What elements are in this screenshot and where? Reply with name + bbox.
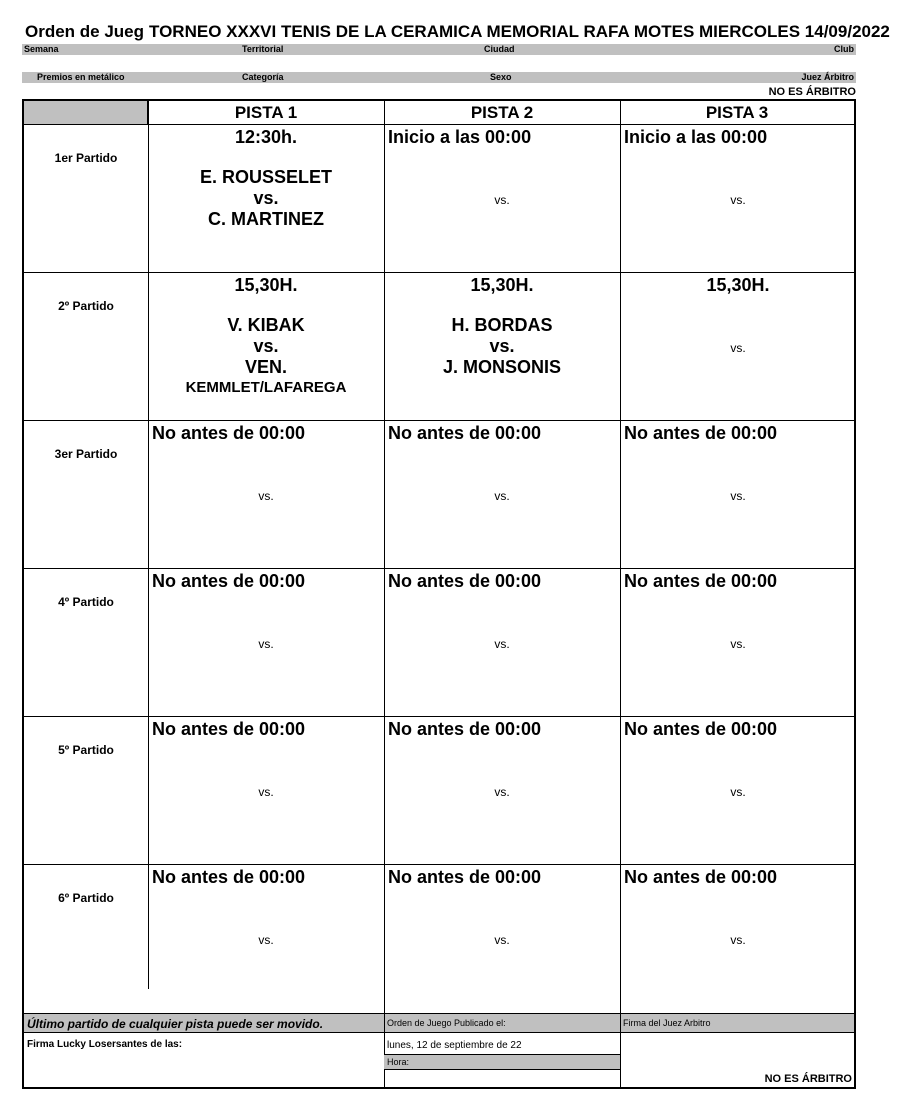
match-time: No antes de 00:00: [388, 719, 542, 739]
hora-band: [384, 1055, 620, 1069]
row-label-5: 5º Partido: [58, 743, 114, 757]
published-label: Orden de Juego Publicado el:: [387, 1018, 506, 1028]
match-cell: [384, 717, 620, 864]
categoria-label: Categoría: [242, 72, 284, 82]
tournament-title: TORNEO XXXVI TENIS DE LA CERAMICA MEMORIAL RAFA MOTES MIERCOLES 14/09/2022: [149, 22, 890, 41]
vs-label: vs.: [258, 637, 274, 651]
info-row-1: [22, 44, 856, 55]
match-cell: [384, 421, 620, 568]
match-players: [148, 315, 384, 398]
match-time: 15,30H.: [234, 275, 298, 295]
vs-label: vs.: [258, 933, 274, 947]
match-time: 12:30h.: [234, 127, 298, 147]
divider: [620, 1013, 621, 1087]
vs-label: vs.: [253, 336, 279, 356]
player-1: V. KIBAK: [227, 315, 305, 335]
player-1: H. BORDAS: [451, 315, 553, 335]
row-label-4: 4º Partido: [58, 595, 114, 609]
match-cell: [148, 273, 384, 420]
vs-label: vs.: [494, 489, 510, 503]
match-cell: [384, 569, 620, 716]
vs-label: vs.: [730, 637, 746, 651]
vs-label: vs.: [253, 188, 279, 208]
match-time: No antes de 00:00: [624, 571, 778, 591]
match-players: [148, 167, 384, 230]
vs-label: vs.: [494, 933, 510, 947]
match-cell: [148, 125, 384, 272]
vs-label: vs.: [730, 933, 746, 947]
match-cell: [384, 865, 620, 1013]
match-time: No antes de 00:00: [624, 423, 778, 443]
court-header-2: PISTA 2: [384, 101, 620, 125]
divider: [384, 1069, 620, 1070]
match-time: No antes de 00:00: [152, 571, 306, 591]
arbitro-note-bottom: NO ES ÁRBITRO: [764, 1073, 852, 1085]
info-row-2: [22, 72, 856, 83]
vs-label: vs.: [489, 336, 515, 356]
match-time: Inicio a las 00:00: [624, 127, 768, 147]
vs-label: vs.: [730, 489, 746, 503]
match-time: No antes de 00:00: [388, 423, 542, 443]
match-time: No antes de 00:00: [624, 867, 778, 887]
club-label: Club: [834, 44, 854, 54]
row-label-3: 3er Partido: [54, 447, 118, 461]
player-2-detail: KEMMLET/LAFAREGA: [185, 379, 347, 396]
match-time: No antes de 00:00: [152, 719, 306, 739]
match-cell: [148, 717, 384, 864]
match-cell: [620, 865, 856, 1013]
match-time: No antes de 00:00: [388, 867, 542, 887]
court-header-1: PISTA 1: [148, 101, 384, 125]
schedule-grid: [22, 99, 856, 1089]
row-label-6: 6º Partido: [58, 891, 114, 905]
published-date: lunes, 12 de septiembre de 22: [387, 1040, 522, 1051]
match-time: 15,30H.: [470, 275, 534, 295]
hora-label: Hora:: [387, 1057, 410, 1067]
player-2: C. MARTINEZ: [208, 209, 324, 229]
territorial-label: Territorial: [242, 44, 284, 54]
vs-label: vs.: [258, 785, 274, 799]
vs-label: vs.: [494, 637, 510, 651]
title-prefix: Orden de Jueg: [25, 22, 145, 41]
player-2: VEN.: [244, 357, 287, 377]
vs-label: vs.: [494, 785, 510, 799]
sexo-label: Sexo: [490, 72, 512, 82]
match-cell: [620, 421, 856, 568]
semana-label: Semana: [24, 44, 59, 54]
arbitro-note-top: NO ES ÁRBITRO: [768, 86, 856, 98]
match-time: 15,30H.: [706, 275, 770, 295]
vs-label: vs.: [258, 489, 274, 503]
player-2: J. MONSONIS: [442, 357, 562, 377]
court-header-3: PISTA 3: [620, 101, 854, 125]
row-label-1: 1er Partido: [54, 151, 118, 165]
match-cell: [384, 273, 620, 420]
vs-label: vs.: [730, 341, 746, 355]
match-cell: [148, 865, 384, 1013]
movable-note: Último partido de cualquier pista puede ser movido.: [27, 1017, 324, 1031]
match-cell: [620, 125, 856, 272]
match-players: [384, 315, 620, 378]
row-label-2: 2º Partido: [58, 299, 114, 313]
match-cell: [384, 125, 620, 272]
match-time: No antes de 00:00: [152, 423, 306, 443]
match-cell: [148, 421, 384, 568]
match-cell: [620, 717, 856, 864]
lucky-loser-label: Firma Lucky Losersantes de las:: [27, 1039, 183, 1050]
match-time: No antes de 00:00: [388, 571, 542, 591]
match-time: Inicio a las 00:00: [388, 127, 532, 147]
signature-label: Firma del Juez Arbitro: [623, 1018, 711, 1028]
match-cell: [620, 569, 856, 716]
match-time: No antes de 00:00: [624, 719, 778, 739]
match-cell: [620, 273, 856, 420]
vs-label: vs.: [494, 193, 510, 207]
divider: [384, 1013, 385, 1087]
player-1: E. ROUSSELET: [199, 167, 333, 187]
premios-label: Premios en metálico: [37, 72, 125, 82]
vs-label: vs.: [730, 785, 746, 799]
vs-label: vs.: [730, 193, 746, 207]
match-cell: [148, 569, 384, 716]
header-corner: [24, 101, 148, 125]
ciudad-label: Ciudad: [484, 44, 515, 54]
juez-label: Juez Árbitro: [801, 72, 854, 82]
match-time: No antes de 00:00: [152, 867, 306, 887]
